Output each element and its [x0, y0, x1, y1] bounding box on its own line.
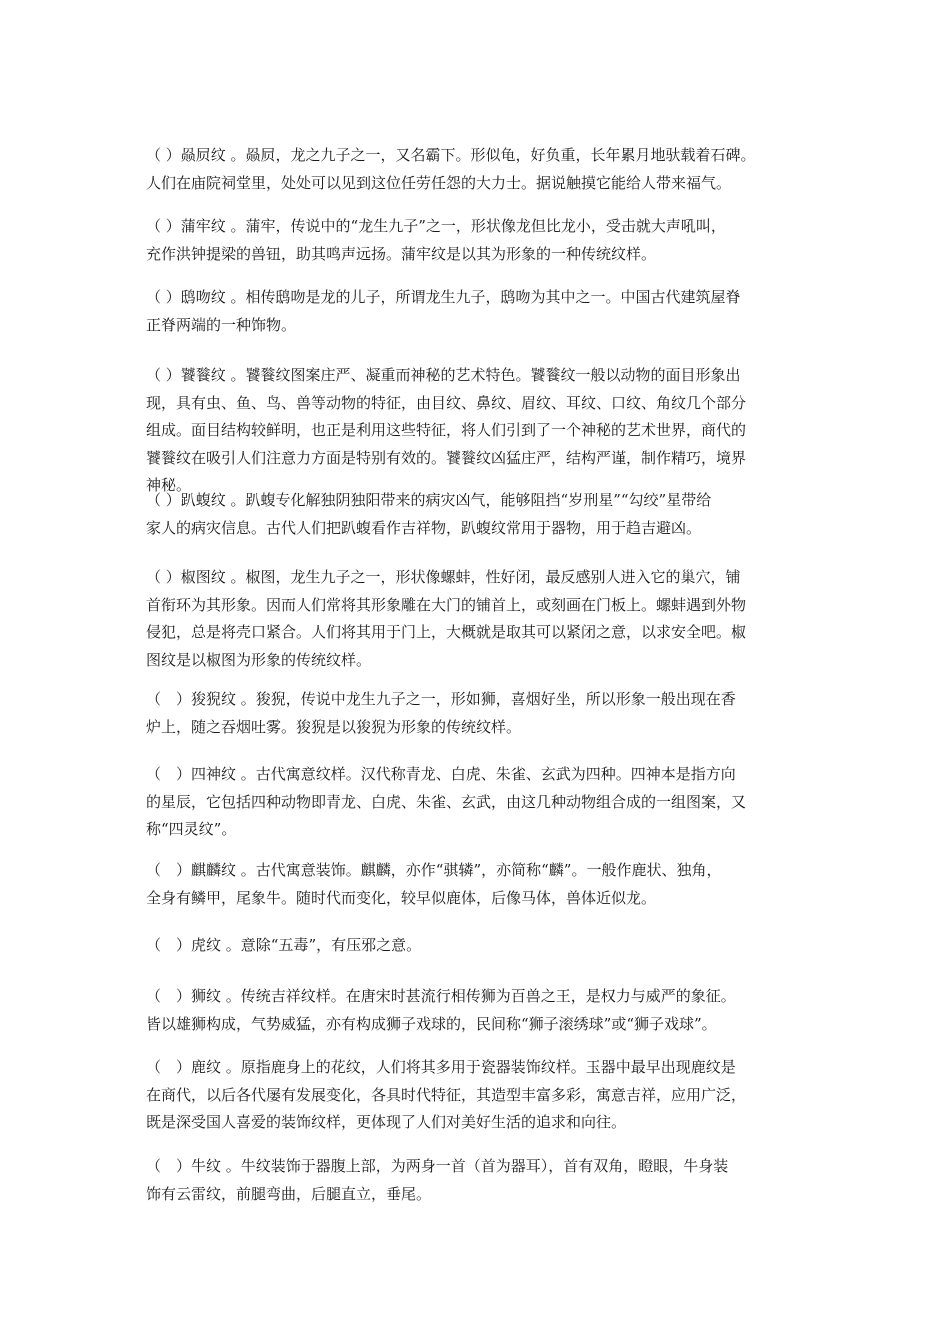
paragraph-qilin: [146, 857, 810, 912]
text-line: 图纹是以椒图为形象的传统纹样。: [146, 650, 372, 669]
text-line: 饰有云雷纹，前腿弯曲，后腿直立，垂尾。: [146, 1184, 432, 1203]
text-line: 充作洪钟提梁的兽钮，助其鸣声远扬。蒲牢纹是以其为形象的一种传统纹样。: [146, 244, 657, 263]
text-line: （ ）饕餮纹 。饕餮纹图案庄严、凝重而神秘的艺术特色。饕餮纹一般以动物的面目形象出: [146, 366, 741, 384]
text-line: （ ）椒图纹 。椒图，龙生九子之一，形状像螺蚌，性好闭，最反感别人进入它的巢穴，铺: [146, 568, 741, 586]
text-line: （ ）四神纹 。古代寓意纹样。汉代称青龙、白虎、朱雀、玄武为四种。四神本是指方向: [146, 765, 736, 783]
text-line: 皆以雄狮构成，气势威猛，亦有构成狮子戏球的，民间称“狮子滚绣球”或“狮子戏球”。: [146, 1014, 717, 1033]
text-line: 现，具有虫、鱼、鸟、兽等动物的特征，由目纹、鼻纹、眉纹、耳纹、口纹、角纹几个部分: [146, 393, 747, 412]
paragraph-hu: [146, 932, 810, 960]
paragraph-pulao: [146, 213, 810, 268]
text-line: 在商代，以后各代屡有发展变化，各具时代特征，其造型丰富多彩，寓意吉祥，应用广泛，: [146, 1085, 747, 1104]
text-line: 称“四灵纹”。: [146, 820, 237, 838]
text-line: 人们在庙院祠堂里，处处可以见到这位任劳任怨的大力士。据说触摸它能给人带来福气。: [146, 173, 732, 192]
text-line: （ ）趴蝮纹 。趴蝮专化解独阴独阳带来的病灾凶气，能够阻挡“岁刑星”“勾绞”星带给: [146, 491, 712, 509]
text-line: （ ）狻猊纹 。狻猊，传说中龙生九子之一，形如狮，喜烟好坐，所以形象一般出现在香: [146, 690, 736, 708]
text-line: 正脊两端的一种饰物。: [146, 315, 297, 334]
paragraph-niu: [146, 1153, 810, 1208]
paragraph-shi: [146, 983, 810, 1038]
text-line: 首衔环为其形象。因而人们常将其形象雕在大门的铺首上，或刻画在门板上。螺蚌遇到外物: [146, 595, 747, 614]
text-line: 组成。面目结构较鲜明，也正是利用这些特征，将人们引到了一个神秘的艺术世界，商代的: [146, 421, 747, 439]
text-line: 炉上，随之吞烟吐雾。狻猊是以狻猊为形象的传统纹样。: [146, 717, 522, 736]
text-line: 全身有鳞甲，尾象牛。随时代而变化，较早似鹿体，后像马体，兽体近似龙。: [146, 888, 657, 907]
paragraph-suanni: [146, 686, 810, 741]
paragraph-lu: [146, 1054, 810, 1137]
paragraph-sishen: [146, 761, 810, 844]
paragraph-taotie: [146, 362, 810, 500]
text-line: （ ）虎纹 。意除“五毒”，有压邪之意。: [146, 936, 422, 954]
text-line: （ ）狮纹 。传统吉祥纹样。在唐宋时甚流行相传狮为百兽之王，是权力与威严的象征。: [146, 987, 736, 1005]
text-line: （ ）鸱吻纹 。相传鸱吻是龙的儿子，所谓龙生九子，鸱吻为其中之一。中国古代建筑屋脊: [146, 288, 741, 306]
text-line: （ ）牛纹 。牛纹装饰于器腹上部，为两身一首（首为器耳），首有双角，瞪眼，牛身装: [146, 1157, 729, 1175]
text-line: 侵犯，总是将壳口紧合。人们将其用于门上，大概就是取其可以紧闭之意，以求安全吧。椒: [146, 623, 747, 641]
text-line: 家人的病灾信息。古代人们把趴蝮看作吉祥物，趴蝮纹常用于器物，用于趋吉避凶。: [146, 518, 702, 537]
text-line: 神秘。: [146, 476, 192, 494]
text-line: （ ）赑屃纹 。赑屃，龙之九子之一，又名霸下。形似龟，好负重，长年累月地驮载着石碑。: [146, 146, 756, 164]
paragraph-bixi: [146, 142, 810, 197]
text-line: （ ）鹿纹 。原指鹿身上的花纹，人们将其多用于瓷器装饰纹样。玉器中最早出现鹿纹是: [146, 1058, 736, 1076]
paragraph-jiaotu: [146, 564, 810, 674]
text-line: 既是深受国人喜爱的装饰纹样，更体现了人们对美好生活的追求和向往。: [146, 1113, 627, 1131]
paragraph-bafu: [146, 487, 810, 542]
text-line: 饕餮纹在吸引人们注意力方面是特别有效的。饕餮纹凶猛庄严，结构严谨，制作精巧，境界: [146, 448, 747, 467]
text-line: 的星辰，它包括四种动物即青龙、白虎、朱雀、玄武，由这几种动物组合成的一组图案，又: [146, 792, 747, 811]
text-line: （ ）麒麟纹 。古代寓意装饰。麒麟，亦作“骐辚”，亦简称“麟”。一般作鹿状、独角，: [146, 861, 722, 879]
text-line: （ ）蒲牢纹 。蒲牢，传说中的“龙生九子”之一，形状像龙但比龙小，受击就大声吼叫，: [146, 217, 726, 235]
paragraph-chiwen: [146, 284, 810, 339]
